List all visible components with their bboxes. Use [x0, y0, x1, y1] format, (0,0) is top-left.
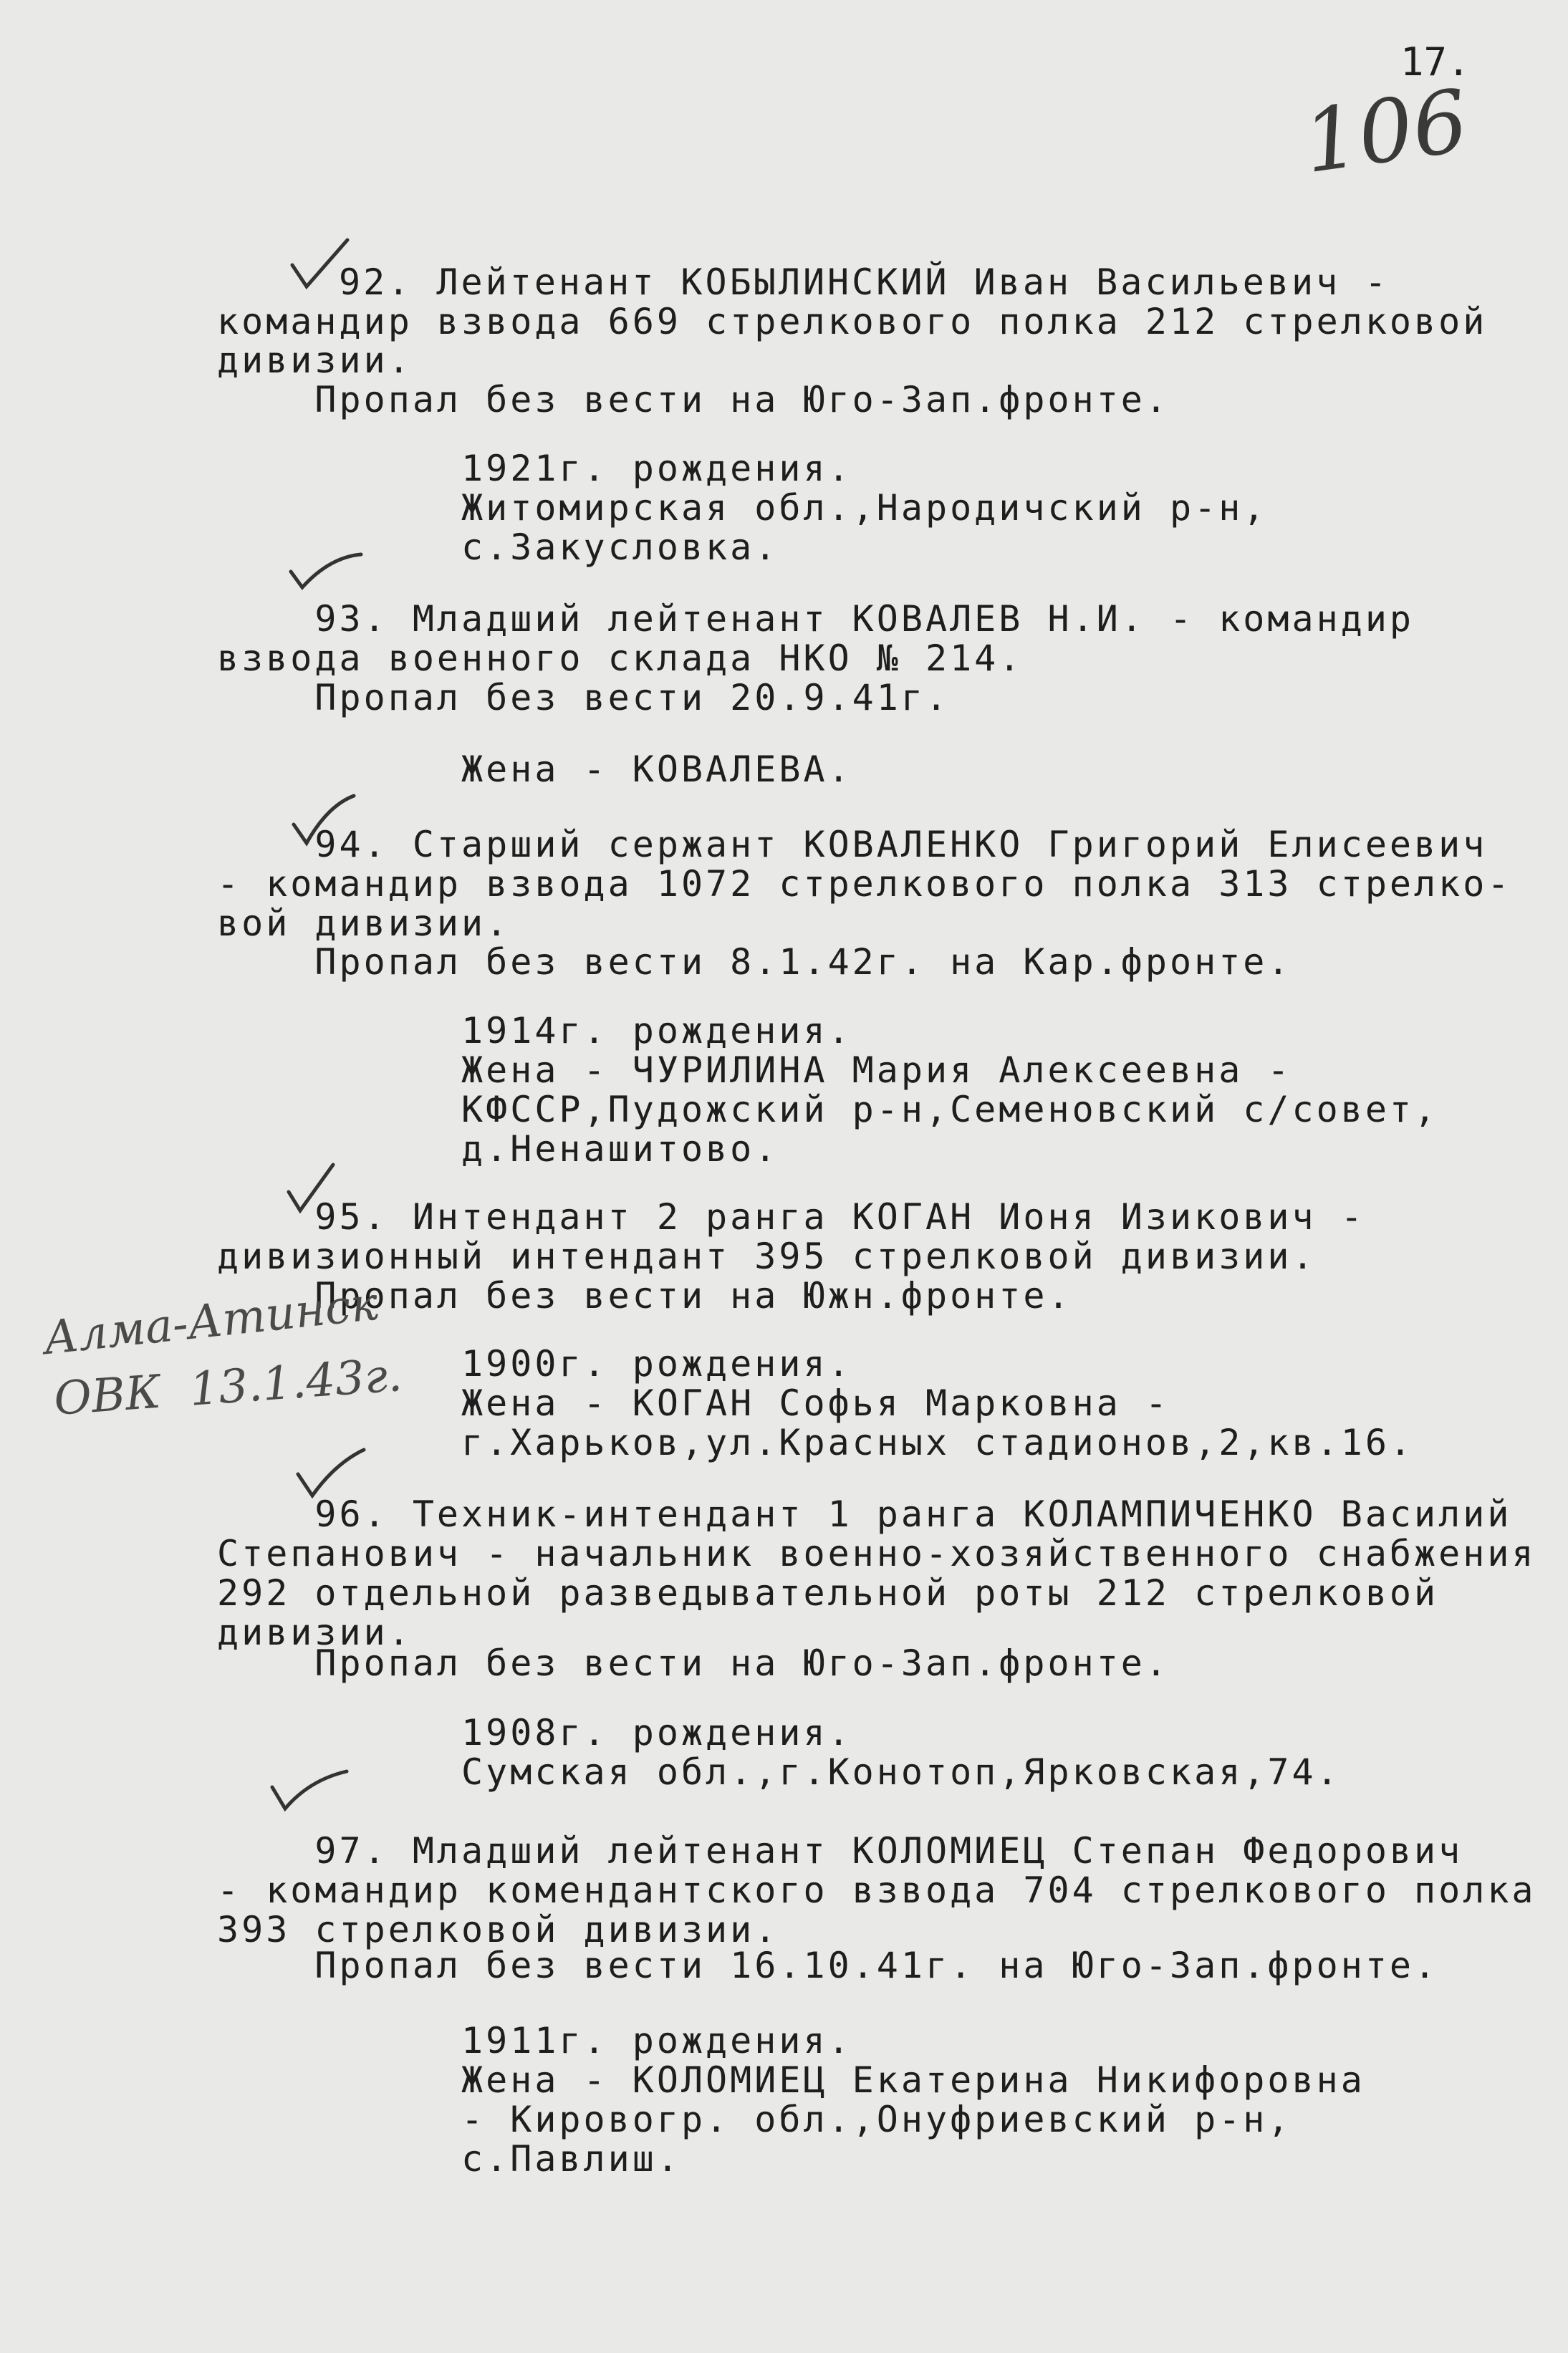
entry-line: дивизии. [217, 1612, 413, 1653]
entry-line: 93. Младший лейтенант КОВАЛЕВ Н.И. - командир [217, 598, 1415, 640]
check-mark-icon [288, 791, 360, 849]
entry-line: Пропал без вести на Юго-Зап.фронте. [217, 1642, 1170, 1684]
entry-line: КФССР,Пудожский р-н,Семеновский с/совет, [217, 1089, 1439, 1130]
page-number: 17. [1400, 39, 1471, 85]
entry-line: 96. Техник-интендант 1 ранга КОЛАМПИЧЕНКО Василий [217, 1493, 1512, 1535]
entry-line: - Кировогр. обл.,Онуфриевский р-н, [217, 2099, 1292, 2140]
entry-line: Степанович - начальник военно-хозяйственного снабжения [217, 1533, 1536, 1574]
entry-line: 1900г. рождения. [217, 1343, 852, 1385]
entry-line: Жена - КОЛОМИЕЦ Екатерина Никифоровна [217, 2059, 1365, 2101]
handwritten-margin-note-line1: Алма-Атинск [41, 1277, 381, 1366]
entry-line: д.Ненашитово. [217, 1128, 779, 1170]
entry-line: 1914г. рождения. [217, 1010, 852, 1052]
entry-line: Житомирская обл.,Народичский р-н, [217, 487, 1268, 529]
entry-line: - командир комендантского взвода 704 стрелкового полка [217, 1870, 1536, 1911]
entry-line: г.Харьков,ул.Красных стадионов,2,кв.16. [217, 1422, 1415, 1463]
check-mark-icon [287, 236, 351, 294]
check-mark-icon [266, 1766, 352, 1816]
entry-line: 92. Лейтенант КОБЫЛИНСКИЙ Иван Васильевич - [339, 261, 1390, 303]
entry-line: Пропал без вести на Юго-Зап.фронте. [217, 379, 1170, 420]
entry-line: вой дивизии. [217, 903, 511, 944]
entry-line: 393 стрелковой дивизии. [217, 1909, 779, 1950]
entry-line: 95. Интендант 2 ранга КОГАН Ионя Изикович - [217, 1196, 1365, 1238]
check-mark-icon [292, 1445, 371, 1503]
handwritten-margin-note-line2: ОВК 13.1.43г. [52, 1349, 404, 1426]
entry-line: 1921г. рождения. [217, 448, 852, 489]
entry-line: дивизии. [217, 340, 413, 381]
check-mark-icon [287, 550, 365, 593]
entry-line: - командир взвода 1072 стрелкового полка 313 стрелко- [217, 863, 1512, 905]
check-mark-icon [283, 1160, 347, 1218]
handwritten-folio-number: 106 [1297, 71, 1474, 193]
entry-line: командир взвода 669 стрелкового полка 212 стрелковой [217, 301, 1488, 342]
entry-line: Пропал без вести на Южн.фронте. [217, 1275, 1072, 1317]
entry-line: с.Закусловка. [217, 526, 779, 568]
entry-line: 94. Старший сержант КОВАЛЕНКО Григорий Елисеевич [217, 824, 1488, 865]
entry-line: Пропал без вести 20.9.41г. [217, 677, 951, 718]
entry-line: дивизионный интендант 395 стрелковой дивизии. [217, 1236, 1317, 1277]
entry-line: 292 отдельной разведывательной роты 212 стрелковой [217, 1572, 1439, 1614]
entry-line: Жена - КОГАН Софья Марковна - [217, 1382, 1170, 1424]
entry-line: взвода военного склада НКО № 214. [217, 637, 1024, 679]
entry-line: с.Павлиш. [217, 2138, 681, 2180]
entry-line: Жена - ЧУРИЛИНА Мария Алексеевна - [217, 1049, 1292, 1091]
entry-line: 1911г. рождения. [217, 2020, 852, 2061]
entry-line: 1908г. рождения. [217, 1712, 852, 1753]
entry-line: 97. Младший лейтенант КОЛОМИЕЦ Степан Федорович [217, 1830, 1463, 1872]
entry-line: Пропал без вести 16.10.41г. на Юго-Зап.фронте. [217, 1945, 1439, 1986]
entry-line: Жена - КОВАЛЕВА. [217, 749, 852, 790]
entry-line: Пропал без вести 8.1.42г. на Кар.фронте. [217, 941, 1292, 983]
entry-line: Сумская обл.,г.Конотоп,Ярковская,74. [217, 1751, 1341, 1793]
